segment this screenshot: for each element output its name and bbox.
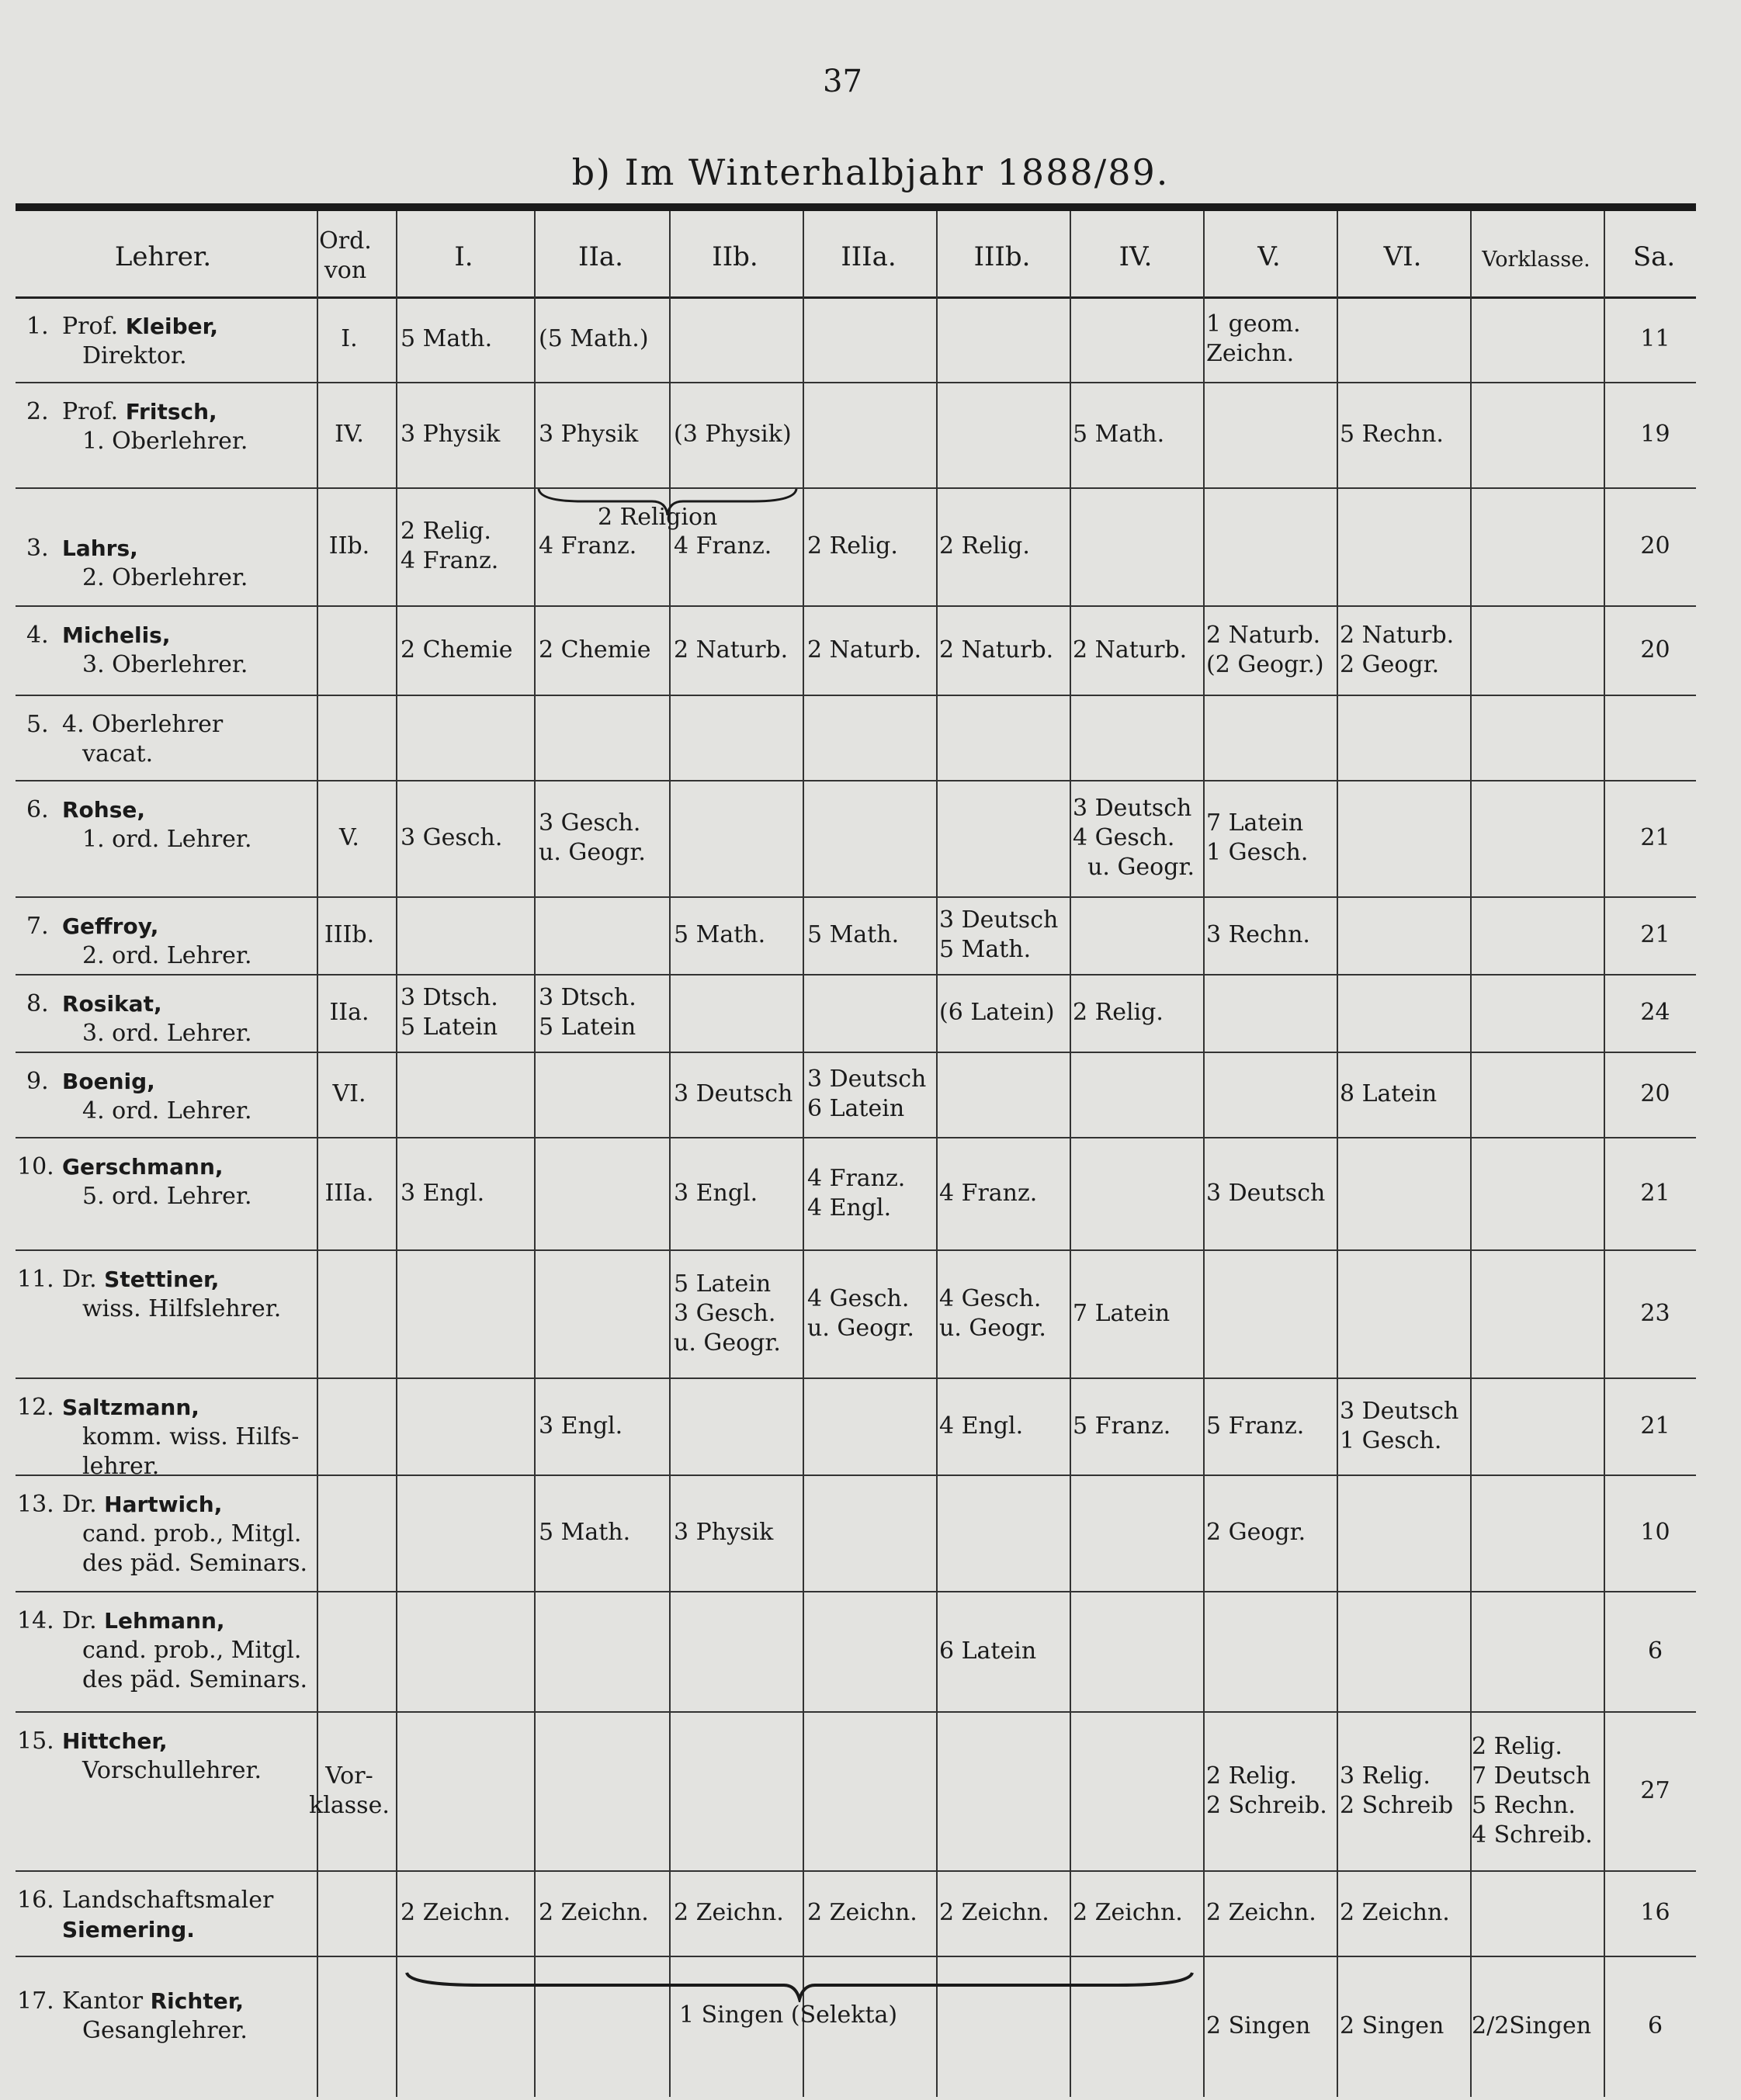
teacher-title: vacat. [82,740,154,768]
row-rule [16,1137,1696,1138]
teacher-surname: Geffroy, [62,913,159,939]
cell-c7: 3 Deutsch [1206,1179,1326,1207]
row-rule [16,1711,1696,1713]
cell-c5: 6 Latein [939,1637,1037,1665]
column-divider [1203,211,1205,2097]
row-rule [16,1870,1696,1872]
header-col-I: I. [454,241,473,272]
teacher-prefix: Kantor [62,1987,151,2015]
row-number: 3. [26,535,49,562]
cell-c7: 3 Rechn. [1206,921,1310,948]
cell-c3: 3 Deutsch [674,1080,793,1107]
cell-c9: 2 Relig. 7 Deutsch 5 Rechn. 4 Schreib. [1472,1732,1593,1849]
teacher-title: Vorschullehrer. [82,1757,262,1784]
religion-span-text: 2 Religion [598,504,718,531]
cell-c8: 2 Zeichn. [1340,1899,1450,1926]
teacher-title: cand. prob., Mitgl. des päd. Seminars. [82,1520,308,1577]
cell-c7: 1 geom. Zeichn. [1206,310,1301,367]
teacher-name-line [62,989,162,1019]
row-number: 6. [26,796,49,823]
column-divider [1604,211,1605,2097]
row-number: 1. [26,313,49,340]
row-number: 8. [26,990,49,1017]
cell-c1: 2 Chemie [401,636,513,664]
header-ord: Ord. von [319,227,372,284]
singing-span-text: 1 Singen (Selekta) [679,2001,898,2029]
teacher-surname: Hittcher, [62,1728,168,1754]
header-col-IIIb: IIIb. [973,241,1031,272]
cell-c6: 7 Latein [1073,1299,1170,1327]
row-rule [16,1956,1696,1957]
teacher-name-line [62,1490,222,1520]
row-rule [16,1591,1696,1592]
cell-ord: V. [339,824,359,851]
teacher-name-line [62,1606,225,1636]
teacher-prefix: Prof. [62,398,126,425]
cell-c2: (5 Math.) [539,325,649,352]
cell-c7: 2 Singen [1206,2012,1311,2039]
cell-c5: 2 Zeichn. [939,1899,1049,1926]
row-number: 17. [17,1987,54,2015]
cell-c6: 5 Math. [1073,421,1165,448]
teacher-title: 4. ord. Lehrer. [82,1097,252,1125]
cell-c7: 5 Franz. [1206,1412,1305,1440]
cell-c2: 3 Gesch. u. Geogr. [539,809,646,866]
row-number: 7. [26,913,49,940]
teacher-surname: Boenig, [62,1069,155,1094]
cell-c7: 2 Relig. 2 Schreib. [1206,1762,1327,1819]
row-rule [16,382,1696,383]
row-number: 9. [26,1068,49,1095]
row-rule [16,695,1696,696]
teacher-name-line [62,1265,219,1294]
teacher-title: komm. wiss. Hilfs- lehrer. [82,1423,300,1480]
cell-c7: 2 Geogr. [1206,1519,1306,1546]
teacher-name-line [62,1393,199,1423]
cell-ord: IIIb. [324,921,375,948]
cell-c2: 5 Math. [539,1519,631,1546]
cell-c1: 3 Physik [401,421,501,448]
row-rule [16,1249,1696,1251]
header-col-V: V. [1257,241,1281,272]
teacher-title: 2. Oberlehrer. [82,564,248,591]
row-number: 11. [17,1266,54,1293]
cell-c8: 8 Latein [1340,1080,1438,1107]
teacher-name-line [62,621,170,650]
row-number: 15. [17,1727,54,1755]
cell-c4: 2 Zeichn. [807,1899,917,1926]
cell-c7: 2 Zeichn. [1206,1899,1316,1926]
row-number: 4. [26,622,49,649]
table-heading: b) Im Winterhalbjahr 1888/89. [571,151,1170,193]
teacher-surname: Saltzmann, [62,1395,199,1420]
teacher-surname: Lahrs, [62,535,138,561]
teacher-surname: Michelis, [62,622,171,648]
row-sum: 20 [1640,532,1670,560]
header-rule [16,296,1696,299]
cell-c4: 5 Math. [807,921,900,948]
row-sum: 24 [1640,999,1670,1026]
teacher-surname: Richter, [150,1988,245,2014]
row-number: 16. [17,1887,54,1914]
row-number: 14. [17,1607,54,1634]
cell-c5: 2 Naturb. [939,636,1054,664]
cell-c3: 3 Engl. [674,1179,758,1207]
row-rule [16,780,1696,781]
cell-ord: IIa. [329,999,369,1026]
teacher-title: cand. prob., Mitgl. des päd. Seminars. [82,1637,308,1693]
column-divider [1070,211,1071,2097]
header-col-sum: Sa. [1632,241,1676,272]
teacher-prefix: Dr. [62,1607,105,1634]
cell-c6: 2 Relig. [1073,999,1164,1026]
cell-c5: 4 Engl. [939,1412,1024,1440]
teacher-name-line [62,1886,273,1945]
cell-c4: 4 Gesch. u. Geogr. [807,1284,914,1342]
teacher-title: wiss. Hilfslehrer. [82,1295,282,1322]
cell-ord: I. [341,325,358,352]
cell-c9: 2/2Singen [1472,2012,1592,2039]
cell-c4: 3 Deutsch 6 Latein [807,1066,927,1122]
top-rule [16,203,1696,211]
cell-c5: (6 Latein) [939,999,1055,1026]
teacher-name-line [62,397,217,427]
teacher-prefix: Dr. [62,1266,105,1293]
row-sum: 6 [1647,2012,1663,2039]
teacher-surname: Siemering. [62,1917,195,1942]
cell-ord: IIIa. [324,1179,374,1207]
row-rule [16,1377,1696,1379]
teacher-name-line [62,312,218,341]
teacher-prefix: 4. Oberlehrer [62,711,224,738]
teacher-name-line [62,1987,244,2016]
teacher-surname: Gerschmann, [62,1154,224,1180]
cell-c6: 5 Franz. [1073,1412,1171,1440]
header-col-vorklasse: Vorklasse. [1482,248,1590,272]
teacher-surname: Rosikat, [62,991,162,1017]
teacher-surname: Kleiber, [125,314,218,339]
cell-c1: 3 Gesch. [401,824,503,851]
cell-c2: 2 Chemie [539,636,651,664]
header-col-VI: VI. [1383,241,1422,272]
header-teacher: Lehrer. [114,241,212,272]
teacher-prefix: Landschaftsmaler [62,1887,274,1914]
teacher-surname: Hartwich, [104,1492,223,1517]
singing-span-brace [404,1971,1195,2002]
cell-c8: 2 Singen [1340,2012,1444,2039]
cell-c8: 5 Rechn. [1340,421,1444,448]
cell-ord: Vor- klasse. [309,1762,390,1819]
header-col-IIIa: IIIa. [841,241,897,272]
row-number: 12. [17,1394,54,1421]
header-col-IIb: IIb. [712,241,758,272]
teacher-name-line [62,710,223,740]
page-number: 37 [823,64,862,99]
cell-c1: 2 Relig. 4 Franz. [401,518,499,574]
cell-ord: IIb. [328,532,370,560]
row-number: 5. [26,711,49,738]
header-col-IIa: IIa. [578,241,623,272]
cell-c3: 2 Naturb. [674,636,789,664]
cell-c5: 2 Relig. [939,532,1030,560]
cell-c7: 7 Latein 1 Gesch. [1206,809,1309,866]
row-sum: 20 [1640,1080,1670,1107]
teacher-title: 3. ord. Lehrer. [82,1020,252,1047]
cell-c1: 5 Math. [401,325,493,352]
column-divider [803,211,804,2097]
cell-c3: 3 Physik [674,1519,774,1546]
teacher-title: 5. ord. Lehrer. [82,1183,252,1210]
cell-ord: VI. [332,1080,366,1107]
row-sum: 10 [1640,1519,1670,1546]
cell-c1: 3 Engl. [401,1179,485,1207]
row-rule [16,1052,1696,1053]
cell-c3: (3 Physik) [674,421,792,448]
cell-c5: 4 Gesch. u. Geogr. [939,1284,1046,1342]
row-sum: 6 [1647,1637,1663,1665]
cell-c2: 4 Franz. [539,532,637,560]
cell-c2: 3 Engl. [539,1412,623,1440]
row-sum: 21 [1640,1179,1670,1207]
teacher-surname: Fritsch, [125,399,217,425]
teacher-title: Direktor. [82,342,187,369]
cell-c5: 4 Franz. [939,1179,1038,1207]
cell-c7: 2 Naturb. (2 Geogr.) [1206,621,1324,678]
row-rule [16,896,1696,898]
teacher-title: 1. Oberlehrer. [82,428,248,455]
row-sum: 16 [1640,1899,1670,1926]
cell-c2: 3 Physik [539,421,639,448]
cell-c1: 2 Zeichn. [401,1899,511,1926]
teacher-title: Gesanglehrer. [82,2017,248,2044]
column-divider [1337,211,1338,2097]
cell-c4: 2 Relig. [807,532,898,560]
header-col-IV: IV. [1118,241,1153,272]
column-divider [396,211,397,2097]
cell-c4: 4 Franz. 4 Engl. [807,1164,906,1222]
row-sum: 20 [1640,636,1670,664]
cell-c2: 2 Zeichn. [539,1899,649,1926]
teacher-name-line [62,1727,168,1756]
teacher-prefix: Dr. [62,1491,105,1518]
teacher-name-line [62,912,158,941]
row-sum: 23 [1640,1299,1670,1327]
row-sum: 19 [1640,421,1670,448]
cell-c5: 3 Deutsch 5 Math. [939,906,1059,963]
row-sum: 21 [1640,1412,1670,1440]
row-number: 13. [17,1491,54,1518]
teacher-title: 1. ord. Lehrer. [82,826,252,853]
cell-c6: 3 Deutsch 4 Gesch. u. Geogr. [1073,795,1195,881]
row-number: 10. [17,1153,54,1180]
cell-ord: IV. [335,421,364,448]
cell-c8: 2 Naturb. 2 Geogr. [1340,621,1455,678]
cell-c6: 2 Zeichn. [1073,1899,1183,1926]
teacher-title: 3. Oberlehrer. [82,651,248,678]
row-sum: 21 [1640,824,1670,851]
row-sum: 21 [1640,921,1670,948]
cell-c8: 3 Deutsch 1 Gesch. [1340,1397,1459,1454]
cell-c3: 4 Franz. [674,532,772,560]
teacher-surname: Rohse, [62,797,146,823]
teacher-name-line [62,534,138,563]
teacher-prefix: Prof. [62,313,126,340]
row-sum: 11 [1640,325,1670,352]
cell-c3: 5 Latein 3 Gesch. u. Geogr. [674,1270,781,1357]
column-divider [936,211,938,2097]
cell-c1: 3 Dtsch. 5 Latein [401,984,498,1041]
teacher-surname: Lehmann, [104,1608,225,1634]
teacher-title: 2. ord. Lehrer. [82,942,252,969]
row-number: 2. [26,398,49,425]
teacher-name-line [62,1067,155,1097]
cell-c3: 2 Zeichn. [674,1899,784,1926]
teacher-name-line [62,795,145,825]
row-rule [16,974,1696,975]
row-rule [16,487,1696,489]
cell-c6: 2 Naturb. [1073,636,1188,664]
teacher-surname: Stettiner, [104,1267,220,1292]
cell-c4: 2 Naturb. [807,636,922,664]
row-sum: 27 [1640,1776,1670,1804]
cell-c3: 5 Math. [674,921,766,948]
cell-c8: 3 Relig. 2 Schreib [1340,1762,1454,1819]
row-rule [16,605,1696,607]
teacher-name-line [62,1152,224,1182]
cell-c2: 3 Dtsch. 5 Latein [539,984,636,1041]
